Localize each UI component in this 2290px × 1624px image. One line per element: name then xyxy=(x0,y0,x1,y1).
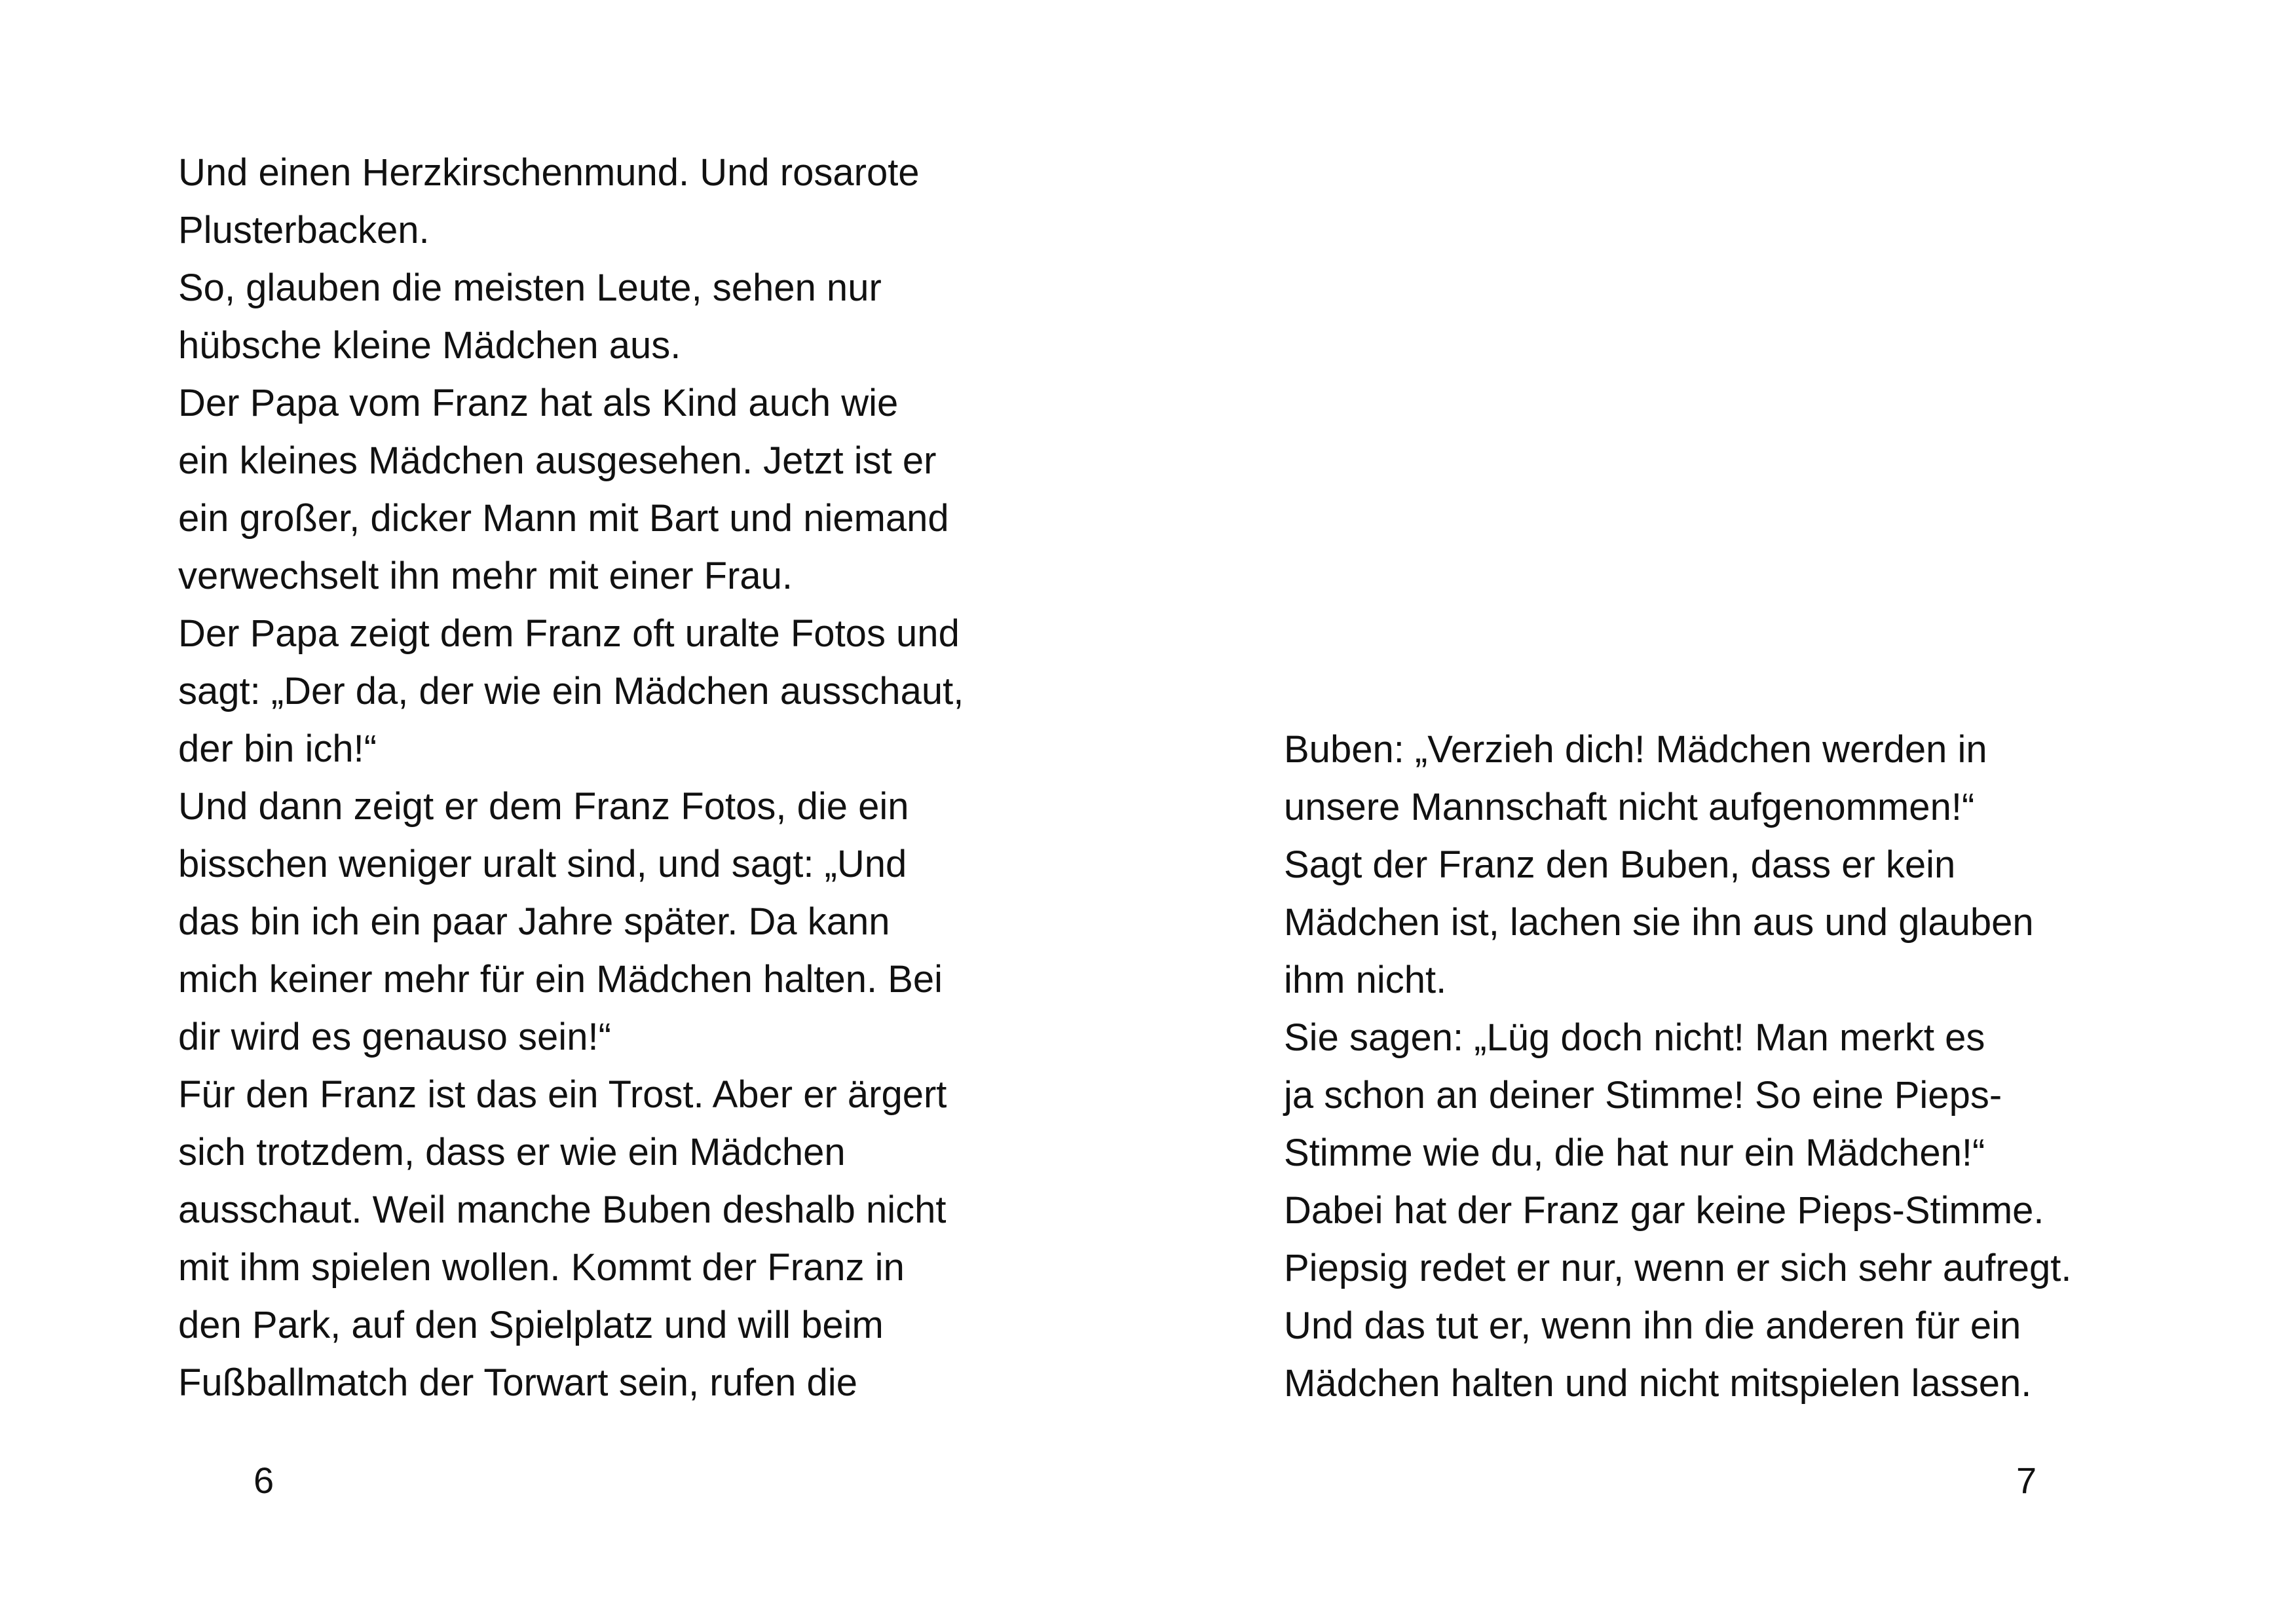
text-line: ausschaut. Weil manche Buben deshalb nicht xyxy=(178,1189,947,1231)
text-line: mich keiner mehr für ein Mädchen halten. Bei xyxy=(178,958,943,1001)
text-line: Fußballmatch der Torwart sein, rufen die xyxy=(178,1361,857,1404)
text-line: hübsche kleine Mädchen aus. xyxy=(178,324,681,367)
text-line: Stimme wie du, die hat nur ein Mädchen!“ xyxy=(1284,1132,1985,1174)
text-line: Buben: „Verzieh dich! Mädchen werden in xyxy=(1284,728,1987,771)
text-line: ein großer, dicker Mann mit Bart und niemand xyxy=(178,497,949,540)
text-line: Plusterbacken. xyxy=(178,209,430,251)
text-line: der bin ich!“ xyxy=(178,728,377,770)
text-line: So, glauben die meisten Leute, sehen nur xyxy=(178,267,882,309)
text-line: unsere Mannschaft nicht aufgenommen!“ xyxy=(1284,786,1975,828)
text-line: Und dann zeigt er dem Franz Fotos, die ein xyxy=(178,785,909,828)
text-line: verwechselt ihn mehr mit einer Frau. xyxy=(178,555,793,597)
text-line: Sagt der Franz den Buben, dass er kein xyxy=(1284,843,1956,886)
right-page xyxy=(1145,0,2290,1624)
text-line: Für den Franz ist das ein Trost. Aber er ärgert xyxy=(178,1073,947,1116)
text-line: mit ihm spielen wollen. Kommt der Franz in xyxy=(178,1246,905,1289)
text-line: Piepsig redet er nur, wenn er sich sehr aufregt. xyxy=(1284,1247,2072,1289)
text-line: Dabei hat der Franz gar keine Pieps-Stimme. xyxy=(1284,1189,2044,1232)
left-page-text xyxy=(178,144,964,1412)
page-number-left: 6 xyxy=(253,1460,274,1501)
text-line: Sie sagen: „Lüg doch nicht! Man merkt es xyxy=(1284,1016,1985,1059)
text-line: bisschen weniger uralt sind, und sagt: „Und xyxy=(178,843,907,885)
text-line: ihm nicht. xyxy=(1284,959,1447,1001)
text-line: ein kleines Mädchen ausgesehen. Jetzt ist er xyxy=(178,439,937,482)
text-line: Mädchen ist, lachen sie ihn aus und glauben xyxy=(1284,901,2034,944)
text-line: das bin ich ein paar Jahre später. Da kann xyxy=(178,900,890,943)
text-line: sagt: „Der da, der wie ein Mädchen ausschaut, xyxy=(178,670,964,712)
text-line: dir wird es genauso sein!“ xyxy=(178,1016,611,1058)
text-line: sich trotzdem, dass er wie ein Mädchen xyxy=(178,1131,846,1173)
text-line: Der Papa zeigt dem Franz oft uralte Fotos und xyxy=(178,612,960,655)
text-line: den Park, auf den Spielplatz und will beim xyxy=(178,1304,884,1346)
text-line: ja schon an deiner Stimme! So eine Pieps- xyxy=(1284,1074,2002,1116)
text-line: Und einen Herzkirschenmund. Und rosarote xyxy=(178,151,920,194)
right-page-text xyxy=(1284,721,2072,1412)
text-line: Der Papa vom Franz hat als Kind auch wie xyxy=(178,382,899,424)
text-line: Mädchen halten und nicht mitspielen lassen. xyxy=(1284,1362,2032,1405)
text-line: Und das tut er, wenn ihn die anderen für ein xyxy=(1284,1304,2021,1347)
page-number-right: 7 xyxy=(2016,1460,2037,1501)
